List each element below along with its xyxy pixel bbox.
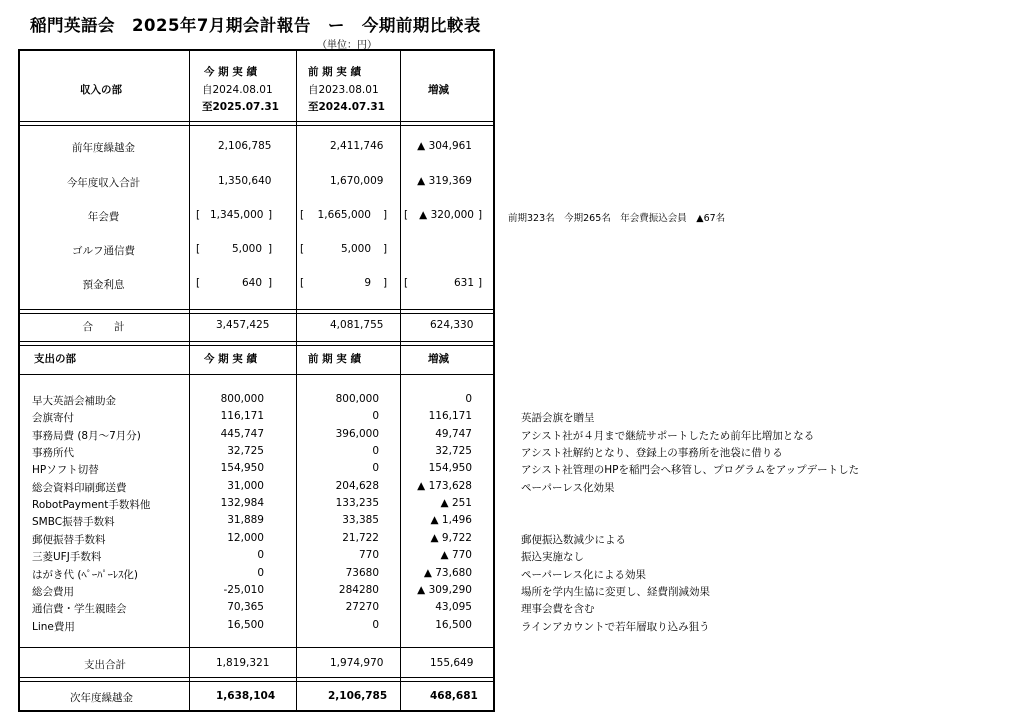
income-total-label: 合 計: [82, 321, 125, 333]
carryover-current: 1,638,104: [216, 690, 276, 702]
income-current: 640: [241, 277, 262, 289]
row-divider: [20, 681, 493, 682]
expense-diff: ▲ 9,722: [430, 532, 472, 544]
expense-note: アシスト社解約となり、登録上の事務所を池袋に借りる: [521, 447, 783, 459]
unit-label: （単位：円）: [317, 40, 377, 51]
income-label: 前年度繰越金: [72, 142, 135, 154]
expense-total-current: 1,819,321: [216, 657, 270, 669]
expense-label: 会旗寄付: [32, 412, 74, 424]
expense-current: 132,984: [220, 497, 264, 509]
expense-current: 16,500: [227, 619, 264, 631]
expense-note: 英語会旗を贈呈: [521, 412, 595, 424]
previous-col-header: 前 期 実 績: [308, 66, 361, 78]
row-divider: [20, 341, 493, 342]
expense-label: 事務所代: [32, 447, 74, 459]
income-section-label: 収入の部: [80, 84, 122, 96]
expense-diff: 116,171: [428, 410, 472, 422]
income-total-current: 3,457,425: [216, 319, 270, 331]
bracket-open: [: [300, 209, 305, 221]
expense-previous: 33,385: [342, 514, 379, 526]
carryover-label: 次年度繰越金: [70, 692, 133, 704]
row-divider: [20, 125, 493, 126]
expense-diff: 154,950: [428, 462, 472, 474]
expense-note: アシスト社が４月まで継続サポートしたため前年比増加となる: [521, 430, 815, 442]
carryover-previous: 2,106,785: [328, 690, 388, 702]
expense-diff: ▲ 251: [440, 497, 472, 509]
expense-diff: ▲ 73,680: [423, 567, 472, 579]
expense-previous: 73680: [345, 567, 379, 579]
expense-diff: 49,747: [435, 428, 472, 440]
income-current: 5,000: [231, 243, 262, 255]
expense-current: 0: [257, 549, 264, 561]
expense-label: 総会費用: [32, 586, 74, 598]
expense-current: 70,365: [227, 601, 264, 613]
diff-col-header: 増減: [428, 84, 449, 96]
row-divider: [20, 121, 493, 122]
expense-previous: 0: [372, 619, 379, 631]
expense-previous: 770: [358, 549, 379, 561]
expense-diff-col-header: 増減: [428, 353, 449, 365]
previous-period-from: 自2023.08.01: [308, 84, 379, 96]
bracket-open: [: [196, 209, 201, 221]
expense-current: -25,010: [223, 584, 264, 596]
expense-total-diff: 155,649: [430, 657, 474, 669]
income-previous: 2,411,746: [330, 140, 384, 152]
expense-previous: 0: [372, 410, 379, 422]
income-diff: 631: [453, 277, 474, 289]
bracket-open: [: [300, 243, 305, 255]
bracket-close: ]: [383, 209, 388, 221]
income-previous: 5,000: [340, 243, 371, 255]
expense-diff: ▲ 770: [440, 549, 472, 561]
expense-label: 通信費・学生親睦会: [32, 603, 127, 615]
expense-diff: 43,095: [435, 601, 472, 613]
expense-label: HPソフト切替: [32, 464, 99, 476]
expense-diff: 16,500: [435, 619, 472, 631]
expense-label: RobotPayment手数料他: [32, 499, 151, 511]
expense-current-col-header: 今 期 実 績: [204, 353, 257, 365]
row-divider: [20, 345, 493, 346]
row-divider: [20, 647, 493, 648]
bracket-open: [: [196, 243, 201, 255]
expense-note: 振込実施なし: [521, 551, 584, 563]
expense-previous: 27270: [345, 601, 379, 613]
income-label: 今年度収入合計: [66, 177, 141, 189]
expense-previous: 0: [372, 445, 379, 457]
expense-label: 早大英語会補助金: [32, 395, 116, 407]
expense-current: 32,725: [227, 445, 264, 457]
expense-current: 154,950: [220, 462, 264, 474]
expense-previous: 0: [372, 462, 379, 474]
bracket-close: ]: [383, 243, 388, 255]
row-divider: [20, 677, 493, 678]
expense-previous: 396,000: [335, 428, 379, 440]
report-title: 稲門英語会 2025年7月期会計報告 ー 今期前期比較表: [30, 16, 481, 35]
expense-current: 445,747: [220, 428, 264, 440]
expense-previous: 284280: [338, 584, 379, 596]
previous-period-to: 至2024.07.31: [308, 101, 385, 113]
expense-diff: 0: [465, 393, 472, 405]
expense-current: 116,171: [220, 410, 264, 422]
income-current: 1,345,000: [210, 209, 264, 221]
expense-note: ペーパーレス化による効果: [521, 569, 646, 581]
expense-note: 郵便振込数減少による: [521, 534, 626, 546]
expense-note: 場所を学内生協に変更し、経費削減効果: [521, 586, 710, 598]
income-previous: 1,665,000: [317, 209, 371, 221]
expense-current: 800,000: [220, 393, 264, 405]
bracket-close: ]: [478, 277, 483, 289]
row-divider: [20, 309, 493, 310]
current-period-to: 至2025.07.31: [202, 101, 279, 113]
expense-label: Line費用: [32, 621, 75, 633]
expense-previous: 133,235: [335, 497, 379, 509]
expense-label: 総会資料印刷郵送費: [32, 482, 127, 494]
expense-total-label: 支出合計: [84, 659, 126, 671]
income-current: 2,106,785: [218, 140, 272, 152]
col-divider: [296, 51, 297, 710]
expense-previous: 21,722: [342, 532, 379, 544]
bracket-close: ]: [268, 209, 273, 221]
expense-label: はがき代 (ﾍﾟｰﾊﾟｰﾚｽ化): [32, 569, 139, 581]
expense-diff: ▲ 309,290: [417, 584, 472, 596]
income-label: 年会費: [87, 211, 120, 223]
income-diff: ▲ 320,000: [419, 209, 474, 221]
expense-label: SMBC振替手数料: [32, 516, 115, 528]
expense-previous: 204,628: [335, 480, 379, 492]
income-total-previous: 4,081,755: [330, 319, 384, 331]
expense-note: アシスト社管理のHPを稲門会へ移管し、プログラムをアップデートした: [521, 464, 860, 476]
expense-label: 事務局費 (8月～7月分): [32, 430, 141, 442]
bracket-close: ]: [478, 209, 483, 221]
expense-diff: ▲ 1,496: [430, 514, 472, 526]
expense-note: 理事会費を含む: [521, 603, 595, 615]
income-previous: 9: [364, 277, 371, 289]
bracket-close: ]: [268, 243, 273, 255]
income-current: 1,350,640: [218, 175, 272, 187]
expense-previous-col-header: 前 期 実 績: [308, 353, 361, 365]
income-label: 預金利息: [82, 279, 125, 291]
income-diff: ▲ 304,961: [417, 140, 472, 152]
expense-diff: ▲ 173,628: [417, 480, 472, 492]
expense-current: 12,000: [227, 532, 264, 544]
income-diff: ▲ 319,369: [417, 175, 472, 187]
current-period-from: 自2024.08.01: [202, 84, 273, 96]
bracket-open: [: [404, 209, 409, 221]
expense-note: ラインアカウントで若年層取り込み狙う: [521, 621, 710, 633]
row-divider: [20, 374, 493, 375]
expense-current: 31,889: [227, 514, 264, 526]
bracket-open: [: [196, 277, 201, 289]
income-previous: 1,670,009: [330, 175, 384, 187]
expense-diff: 32,725: [435, 445, 472, 457]
bracket-close: ]: [268, 277, 273, 289]
expense-note: ペーパーレス化効果: [521, 482, 615, 494]
income-total-diff: 624,330: [430, 319, 474, 331]
expense-label: 三菱UFJ手数料: [32, 551, 102, 563]
bracket-close: ]: [383, 277, 388, 289]
income-label: ゴルフ通信費: [72, 245, 135, 257]
expense-current: 31,000: [227, 480, 264, 492]
expense-total-previous: 1,974,970: [330, 657, 384, 669]
row-divider: [20, 313, 493, 314]
expense-current: 0: [257, 567, 264, 579]
expense-previous: 800,000: [335, 393, 379, 405]
membership-note: 前期323名 今期265名 年会費振込会員 ▲67名: [508, 213, 726, 224]
bracket-open: [: [300, 277, 305, 289]
bracket-open: [: [404, 277, 409, 289]
carryover-diff: 468,681: [430, 690, 478, 702]
expense-section-label: 支出の部: [34, 353, 76, 365]
current-col-header: 今 期 実 績: [204, 66, 257, 78]
expense-label: 郵便振替手数料: [32, 534, 106, 546]
